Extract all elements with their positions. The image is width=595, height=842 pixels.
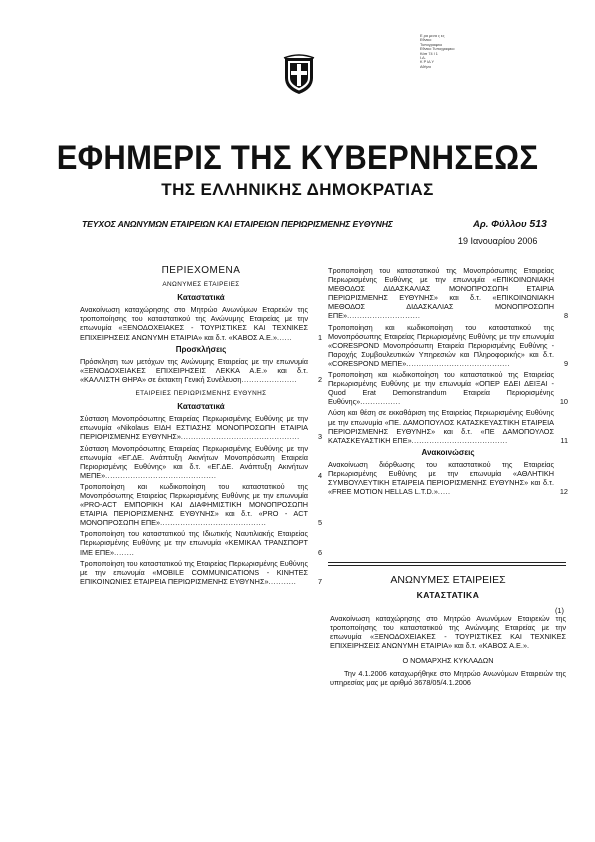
issuing-authority: Ο ΝΟΜΑΡΧΗΣ ΚΥΚΛΑΔΩΝ: [402, 656, 494, 665]
entry-page-number: 1: [317, 332, 322, 342]
contents-column-left: [80, 262, 322, 588]
contents-entry[interactable]: Τροποποίηση και κωδικοποίηση του καταστατικού της Μονοπρόσωπης Εταιρείας Περιωρισμένης Ευθύνης με την επωνυμία «PRO-ACT ΕΜΠΟΡΙΚΗ ΚΑΙ ΔΙΑΦΗΜΙΣΤΙΚΗ ΜΟΝΟΠΡΟΣΩΠΗ ΕΤΑΙΡΙΑ ΠΕΡΙΟΡΙΣΜΕΝΗΣ ΕΥΘΥΝΗΣ» και δ.τ. «PRO - ACT ΜΟΝΟΠΡΟΣΩΠΗ ΕΠΕ».......................................... 5: [80, 481, 322, 528]
subsection-heading: Καταστατικά: [177, 402, 225, 412]
contents-entry[interactable]: Ανακοίνωση καταχώρησης στο Μητρώο Ανωνύμων Εταρειών της τροποποίησης του καταστατικού της Ανώνυμης Εταιρείας με την επωνυμία «ΞΕΝΟΔΟΧΕΙΑΚΕΣ - ΤΟΥΡΙΣΤΙΚΕΣ ΚΑΙ ΤΕΧΝΙΚΕΣ ΕΠΙΧΕΙΡΗΣΕΙΣ ΑΝΩΝΥΜΗ ΕΤΑΙΡΙΑ» και δ.τ. «ΚΑΒΟΣ Α.Ε.»...... 1: [80, 305, 322, 342]
article-section-title: ΑΝΩΝΥΜΕΣ ΕΤΑΙΡΕΙΕΣ: [390, 574, 506, 586]
gazette-title: ΕΦΗΜΕΡΙΣ ΤΗΣ ΚΥΒΕΡΝΗΣΕΩΣ: [56, 138, 539, 177]
article-number: (1): [555, 606, 564, 615]
contents-entry[interactable]: Τροποποίηση του καταστατικού της Εταιρείας Περιωρισμένης Ευθύνης με την επωνυμία «MOBILE COMMUNICATIONS - ΚΙΝΗΤΕΣ ΕΠΙΚΟΙΝΩΝΙΕΣ ΕΤΑΙΡΕΙΑ ΠΕΡΙΩΡΙΣΜΕΝΗΣ ΕΥΘΥΝΗΣ»........... 7: [80, 558, 322, 586]
contents-entry[interactable]: Σύσταση Μονοπρόσωπης Εταιρείας Περιωρισμένης Ευθύνης με την επωνυμία «Nikolaus ΕΙΔΗ ΕΣΤΙΑΣΗΣ ΜΟΝΟΠΡΟΣΩΠΗ ΕΤΑΙΡΙΑ ΠΕΡΙΟΡΙΣΜΕΝΗΣ ΕΥΘΥΝΗΣ»............................................... 3: [80, 414, 322, 442]
issue-number: 513: [529, 218, 547, 230]
contents-column-right: [328, 266, 568, 498]
entry-page-number: 4: [317, 470, 322, 480]
subsection-heading: Ανακοινώσεις: [421, 447, 475, 457]
entry-page-number: 10: [559, 397, 568, 407]
entry-page-number: 7: [317, 576, 322, 586]
issue-series: ΤΕΥΧΟΣ ΑΝΩΝΥΜΩΝ ΕΤΑΙΡΕΙΩΝ ΚΑΙ ΕΤΑΙΡΕΙΩΝ ΠΕΡΙΩΡΙΣΜΕΝΗΣ ΕΥΘΥΝΗΣ: [82, 219, 393, 229]
contents-entry[interactable]: Λύση και θέση σε εκκαθάριση της Εταιρείας Περιωρισμένης Ευθύνης με την επωνυμία «ΠΕ. ΔΑΜΟΠΟΥΛΟΣ ΚΑΤΑΣΚΕΥΑΣΤΙΚΗ ΕΤΑΙΡΕΙΑ ΠΕΡΙΟΡΙΣΜΕΝΗΣ ΕΥΘΥΝΗΣ» και δ.τ. «ΠΕ ΔΑΜΟΠΟΥΛΟΣ ΚΑΤΑΣΚΕΥΑΣΤΙΚΗ ΕΠΕ»...................................... 11: [328, 408, 568, 445]
contents-entry[interactable]: Τροποποίηση του καταστατικού της Μονοπρόσωπης Εταιρείας Περιωρισμένης Ευθύνης με την επωνυμία «ΕΠΙΚΟΙΝΩΝΙΑΚΗ ΜΕΘΟΔΟΣ ΔΙΔΑΣΚΑΛΙΑΣ ΜΟΝΟΠΡΟΣΩΠΗ ΕΤΑΙΡΙΑ ΠΕΡΙΩΡΙΣΜΕΝΗΣ ΕΥΘΥΝΗΣ» και δ.τ. «ΕΠΙΚΟΙΝΩΝΙΑΚΗ ΜΕΘΟΔΟΣ ΔΙΔΑΣΚΑΛΙΑΣ ΜΟΝΟΠΡΟΣΩΠΗ ΕΠΕ»............................. 8: [328, 266, 568, 321]
entry-page-number: 3: [317, 432, 322, 442]
contents-entry[interactable]: Τροποποίηση και κωδικοποίηση του καταστατικού της Εταιρείας Περιωρισμένης Ευθύνης με την επωνυμία «ΟΠΕΡ ΕΔΕΙ ΔΕΙΞΑΙ - Quod Erat Demonstrandum Εταιρεία Περιορισμένης Ευθύνης»................ 10: [328, 370, 568, 407]
entry-page-number: 8: [563, 311, 568, 321]
coat-of-arms-icon: [281, 52, 317, 96]
article-subsection-title: ΚΑΤΑΣΤΑΤΙΚΑ: [416, 590, 480, 600]
entry-page-number: 6: [317, 547, 322, 557]
publication-date: 19 Ιανουαρίου 2006: [458, 236, 538, 246]
contents-entry[interactable]: Τροποποίηση και κωδικοποίηση του καταστατικού της Μονοπρόσωπης Εταιρείας Περιωρισμένης Ευθύνης με την επωνυμία «CORESPOND Μονοπρόσωπη Εταιρεία Περιορισμένης Ευθύνης - Παροχής Συμβουλευτικών Υπηρεσιών και Πληροφορικής» και δ.τ. «CORESPOND ΜΕΠΕ»......................................... 9: [328, 322, 568, 368]
contents-entry[interactable]: Πρόσκληση των μετόχων της Ανώνυμης Εταιρείας με την επωνυμία «ΞΕΝΟΔΟΧΕΙΑΚΕΣ ΕΠΙΧΕΙΡΗΣΕΙΣ ΛΕΚΚΑ Α.Ε.» και δ.τ. «ΚΑΛΛΙΣΤΗ ΘΗΡΑ» σε έκτακτη Γενική Συνέλευση...................... 2: [80, 356, 322, 384]
entry-page-number: 12: [559, 487, 568, 497]
section-heading: ΕΤΑΙΡΕΙΕΣ ΠΕΡΙΩΡΙΣΜΕΝΗΣ ΕΥΘΥΝΗΣ: [135, 390, 267, 398]
gazette-subtitle: ΤΗΣ ΕΛΛΗΝΙΚΗΣ ΔΗΜΟΚΡΑΤΙΑΣ: [161, 180, 434, 199]
issue-number-label: Αρ. Φύλλου 513: [473, 218, 547, 230]
section-heading: ΑΝΩΝΥΜΕΣ ΕΤΑΙΡΕΙΕΣ: [162, 281, 240, 289]
section-divider: [328, 562, 566, 563]
article-body-continued: Την 4.1.2006 καταχωρήθηκε στο Μητρώο Ανωνύμων Εταιρειών της υπηρεσίας μας με αριθμό 3678/05/4.1.2006: [330, 669, 566, 688]
entry-page-number: 11: [560, 435, 568, 445]
subsection-heading: Προσκλήσεις: [175, 344, 227, 354]
section-divider: [328, 565, 566, 566]
contents-entry[interactable]: Ανακοίνωση διόρθωσης του καταστατικού της Εταιρείας Περιωρισμένης Ευθύνης με την επωνυμία «ΑΘΛΗΤΙΚΗ ΣΥΜΒΟΥΛΕΥΤΙΚΗ ΕΤΑΙΡΕΙΑ ΠΕΡΙΟΡΙΣΜΕΝΗΣ ΕΥΘΥΝΗΣ» και δ.τ. «FREE MOTION HELLAS L.T.D.»..... 12: [328, 459, 568, 497]
entry-page-number: 9: [563, 358, 568, 368]
subsection-heading: Καταστατικά: [177, 293, 225, 303]
entry-page-number: 5: [317, 518, 322, 528]
contents-entry[interactable]: Σύσταση Μονοπρόσωπης Εταιρείας Περιωρισμένης Ευθύνης με την επωνυμία «ΕΓ.ΔΕ. Ανάπτυξη Ακινήτων Μονοπρόσωπη Εταιρεία Περιορισμένης Ευθύνης» και δ.τ. «ΕΓ.ΔΕ. Ανάπτυξη Ακινήτων ΜΕΠΕ»............................................ 4: [80, 443, 322, 480]
print-registration-mark: Ε ρα μενα ς ες Εθνικο Τυπογραφειο Εθνικο Τυπογραφειο Κάπ 74 Ι 1 Ι.Δ. Κ Ρ ΙΔ Υ Αθήνα: [420, 34, 455, 69]
contents-title: ΠΕΡΙΕΧΟΜΕΝΑ: [161, 265, 241, 276]
contents-entry[interactable]: Τροποποίηση του καταστατικού της Ιδιωτικής Ναυτιλιακής Εταιρείας Περιωρισμένης Ευθύνης με την επωνυμία «ΚΕΜΙΚΑΛ ΤΡΑΝΣΠΟΡΤ ΙΜΕ ΕΠΕ»........ 6: [80, 529, 322, 557]
entry-page-number: 2: [317, 374, 322, 384]
article-body: Ανακοίνωση καταχώρησης στο Μητρώο Ανωνύμων Εταιρειών της τροποποίησης του καταστατικού της Ανώνυμης Εταιρείας με την επωνυμία «ΞΕΝΟΔΟΧΕΙΑΚΕΣ - ΤΟΥΡΙΣΤΙΚΕΣ ΚΑΙ ΤΕΧΝΙΚΕΣ ΕΠΙΧΕΙΡΗΣΕΙΣ ΑΝΩΝΥΜΗ ΕΤΑΙΡΙΑ» και δ.τ. «ΚΑΒΟΣ Α.Ε.».: [330, 614, 566, 651]
